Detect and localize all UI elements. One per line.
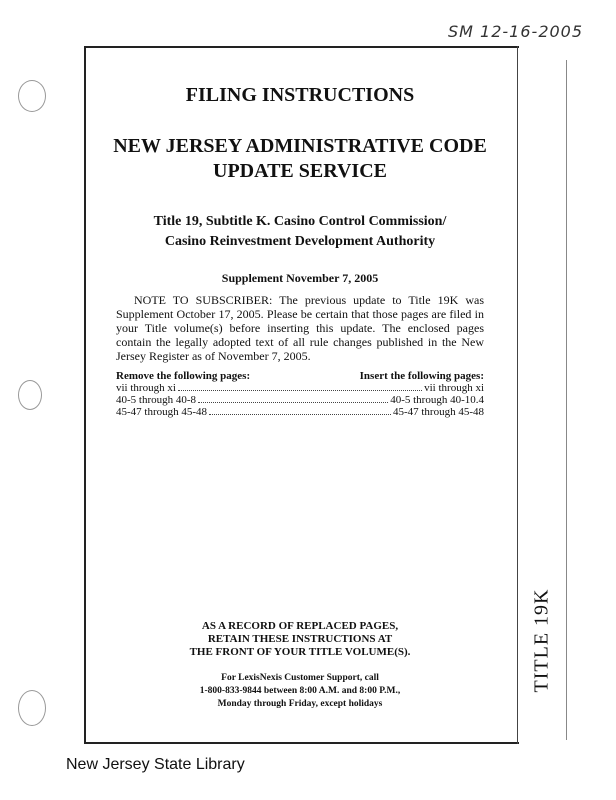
- support-line: 1-800-833-9844 between 8:00 A.M. and 8:00 P.M.,: [199, 686, 401, 696]
- subscriber-note: NOTE TO SUBSCRIBER: The previous update to Title 19K was Supplement October 17, 2005. Please be certain that those pages are filed in your Title volume(s) before inserting this update. The enclosed pages contain the legally adopted text of all rule changes published in the New Jersey Register as of November 7, 2005.: [116, 293, 484, 363]
- support-line: Monday through Friday, except holidays: [217, 699, 383, 709]
- tab-divider-line: [517, 46, 518, 744]
- insert-pages: 45-47 through 45-48: [392, 406, 484, 418]
- title-tab-label: TITLE 19K: [530, 588, 553, 692]
- page-border-top: [84, 46, 519, 48]
- record-line: THE FRONT OF YOUR TITLE VOLUME(S).: [189, 646, 411, 658]
- insert-pages: 40-5 through 40-10.4: [390, 394, 484, 406]
- page-heading: FILING INSTRUCTIONS: [185, 84, 415, 106]
- remove-pages: 40-5 through 40-8: [116, 394, 197, 406]
- subtitle-line: Title 19, Subtitle K. Casino Control Commission/: [153, 214, 447, 229]
- punch-hole: [18, 80, 46, 112]
- page-table-row: [116, 394, 484, 406]
- subtitle-line: Casino Reinvestment Development Authority: [164, 234, 436, 249]
- page-table-row: [116, 406, 484, 418]
- code-title-line: NEW JERSEY ADMINISTRATIVE CODE: [113, 135, 487, 157]
- customer-support-info: [100, 672, 500, 711]
- remove-header: Remove the following pages:: [116, 370, 251, 382]
- title-subtitle: [100, 212, 500, 252]
- library-stamp: New Jersey State Library: [66, 756, 245, 773]
- remove-pages: 45-47 through 45-48: [116, 406, 208, 418]
- punch-hole: [18, 380, 42, 410]
- dot-leader: [209, 414, 391, 415]
- dot-leader: [178, 390, 422, 391]
- supplement-date: Supplement November 7, 2005: [221, 271, 379, 285]
- code-title-line: UPDATE SERVICE: [213, 160, 387, 182]
- code-title: [100, 134, 500, 184]
- handwritten-date-note: SM 12-16-2005: [448, 22, 584, 41]
- record-line: AS A RECORD OF REPLACED PAGES,: [201, 620, 399, 632]
- punch-hole: [18, 690, 46, 726]
- remove-pages: vii through xi: [116, 382, 176, 394]
- dot-leader: [198, 402, 388, 403]
- page-table-row: [116, 382, 484, 394]
- insert-header: Insert the following pages:: [359, 370, 484, 382]
- page-replacement-table: [116, 370, 484, 418]
- page-border-left: [84, 46, 86, 744]
- page-table-header: [116, 370, 484, 382]
- support-line: For LexisNexis Customer Support, call: [221, 673, 379, 683]
- page-border-right: [566, 60, 567, 740]
- insert-pages: vii through xi: [424, 382, 484, 394]
- record-notice: [100, 620, 500, 659]
- title-tab: [520, 588, 564, 692]
- page-border-bottom: [84, 742, 519, 744]
- record-line: RETAIN THESE INSTRUCTIONS AT: [207, 633, 393, 645]
